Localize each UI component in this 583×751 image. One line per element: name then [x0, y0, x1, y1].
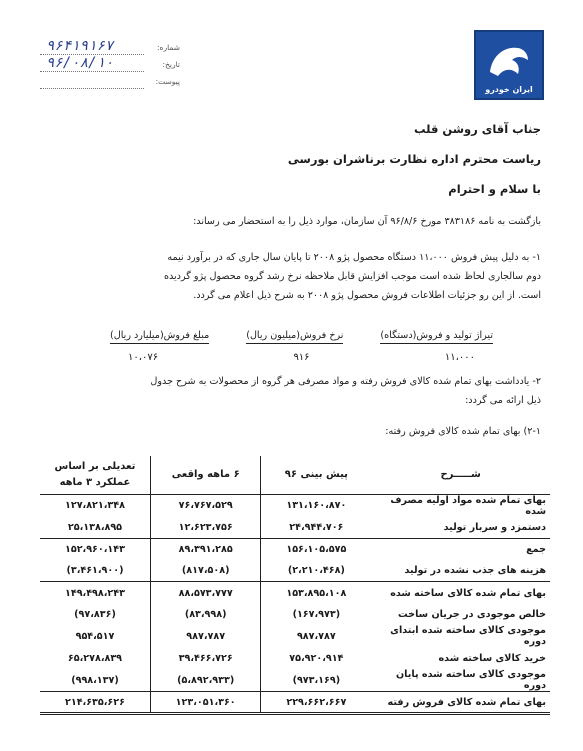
- row-forecast: ۲۲۹،۶۶۲،۶۶۷: [261, 692, 371, 714]
- table-row: [40, 604, 550, 626]
- item-1-line-2: دوم سالجاری لحاظ شده است موجب افزایش قابل ملاحظه نرخ رشد گروه محصول پژو گردیده: [163, 271, 541, 282]
- row-forecast: (۹۷۳،۱۶۹): [261, 669, 371, 692]
- row-forecast: ۹۸۷،۷۸۷: [261, 625, 371, 647]
- row-adjusted: ۱۴۹،۴۹۸،۲۴۳: [64, 587, 125, 599]
- row-description: خالص موجودی در جریان ساخت: [398, 609, 546, 621]
- row-description: موجودی کالای ساخته شده ابتدای دوره: [390, 625, 546, 648]
- row-forecast: (۲،۲۱۰،۴۶۸): [261, 560, 371, 582]
- row-description: خرید کالای ساخته شده: [438, 652, 546, 664]
- row-adjusted: ۲۱۴،۶۳۵،۶۲۶: [40, 692, 150, 714]
- row-adjusted: ۶۵،۲۷۸،۸۳۹: [67, 652, 123, 664]
- attachment-row: [40, 74, 180, 91]
- item-1-line-1: ۱- به دلیل پیش فروش ۱۱،۰۰۰ دستگاه محصول پژو ۲۰۰۸ تا پایان سال جاری که در برآورد نیمه: [167, 252, 541, 263]
- table-row: [40, 494, 550, 517]
- row-adjusted: (۹۷،۸۳۶): [74, 609, 116, 621]
- row-forecast: ۲۴،۹۴۴،۷۰۶: [261, 517, 371, 539]
- item-2-line-2: ذیل ارائه می گردد:: [465, 395, 541, 406]
- row-adjusted: ۹۵۴،۵۱۷: [75, 630, 115, 642]
- table-total-row: [40, 692, 550, 714]
- row-actual: (۸۳،۹۹۸): [150, 604, 260, 626]
- table-row: [40, 582, 550, 604]
- attachment-line: [40, 88, 144, 89]
- table-row: [40, 560, 550, 582]
- table-row: [40, 517, 550, 539]
- header-forecast: پیش بینی ۹۶: [261, 456, 371, 494]
- item-2-line-1: ۲- یادداشت بهای تمام شده کالای فروش رفته و مواد مصرفی هر گروه از محصولات به شرح جدول: [150, 376, 541, 387]
- header-description: شـــــرح: [371, 456, 550, 494]
- date-row: [40, 57, 180, 74]
- ref-number-label: شماره:: [157, 43, 180, 52]
- summary-value-quantity: ۱۱،۰۰۰: [444, 352, 475, 363]
- row-description: دستمزد و سربار تولید: [371, 517, 550, 539]
- summary-value-rate: ۹۱۶: [293, 352, 310, 363]
- header-actual: ۶ ماهه واقعی: [150, 456, 260, 494]
- row-description: موجودی کالای ساخته شده پایان دوره: [395, 669, 546, 692]
- date-value: ۹۶/۰۸/۱۰: [46, 55, 114, 71]
- cost-of-goods-table: [40, 456, 550, 715]
- row-adjusted: ۲۵،۱۳۸،۸۹۵: [40, 517, 150, 539]
- row-actual: ۸۸،۵۷۳،۷۷۷: [150, 582, 260, 604]
- summary-value-amount: ۱۰،۰۷۶: [128, 352, 159, 363]
- row-actual: (۸۱۷،۵۰۸): [150, 560, 260, 582]
- row-actual: ۳۹،۴۶۶،۷۲۶: [150, 647, 260, 669]
- summary-header-amount: مبلغ فروش(میلیارد ریال): [110, 330, 209, 344]
- attachment-label: پیوست:: [155, 77, 180, 86]
- row-description: جمع: [526, 543, 546, 555]
- row-description: بهای تمام شده کالای ساخته شده: [390, 587, 546, 599]
- item-2: [41, 372, 541, 410]
- company-logo: [474, 30, 544, 100]
- greeting: با سلام و احترام: [448, 182, 541, 196]
- row-actual: (۵،۸۹۲،۹۳۳): [150, 669, 260, 692]
- row-forecast: (۱۶۷،۹۷۳): [261, 604, 371, 626]
- item-1: [41, 248, 541, 305]
- row-adjusted: ۱۲۷،۸۲۱،۳۴۸: [64, 500, 125, 511]
- row-actual: ۱۲،۶۲۳،۷۵۶: [150, 517, 260, 539]
- logo-text: ایران خودرو: [485, 85, 533, 94]
- table-row: [40, 647, 550, 669]
- row-description: بهای تمام شده مواد اولیه مصرف شده: [390, 494, 546, 517]
- summary-header-rate: نرخ فروش(میلیون ریال): [246, 330, 343, 344]
- row-forecast: ۱۳۱،۱۶۰،۸۷۰: [261, 494, 371, 517]
- reference-block: [40, 40, 180, 91]
- table-row: [40, 669, 550, 692]
- table-row: [40, 625, 550, 647]
- header-adjusted: تعدیلی بر اساس عملکرد ۳ ماهه: [40, 456, 150, 494]
- ref-number-value: ۹۶۴۱۹۱۶۷: [46, 38, 114, 54]
- table-row: [40, 538, 550, 560]
- recipient-title: ریاست محترم اداره نظارت برناشران بورسی: [287, 152, 541, 166]
- row-adjusted: (۹۹۸،۱۳۷): [71, 674, 119, 686]
- row-actual: ۷۶،۷۶۷،۵۲۹: [150, 494, 260, 517]
- recipient-name: جناب آقای روشن قلب: [413, 122, 541, 136]
- date-line: [40, 71, 144, 72]
- intro-paragraph: بازگشت به نامه ۳۸۳۱۸۶ مورخ ۹۶/۸/۶ آن سازمان، موارد ذیل را به استحضار می رساند:: [193, 216, 541, 227]
- summary-header-quantity: تیراژ تولید و فروش(دستگاه): [380, 330, 493, 344]
- subitem-heading: ۲-۱) بهای تمام شده کالای فروش رفته:: [385, 426, 541, 437]
- summary-values: [110, 352, 493, 363]
- row-adjusted: (۳،۴۶۱،۹۰۰): [40, 560, 150, 582]
- row-actual: ۹۸۷،۷۸۷: [150, 625, 260, 647]
- item-1-line-3: است. از این رو جزئیات اطلاعات فروش محصول پژو ۲۰۰۸ به شرح ذیل اعلام می گردد.: [193, 290, 541, 301]
- row-description: بهای تمام شده کالای فروش رفته: [371, 692, 550, 714]
- row-description: هزینه های جذب نشده در تولید: [371, 560, 550, 582]
- date-label: تاریخ:: [162, 60, 180, 69]
- table-header-row: [40, 456, 550, 494]
- row-actual: ۸۹،۳۹۱،۲۸۵: [150, 538, 260, 560]
- row-forecast: ۱۵۶،۱۰۵،۵۷۵: [261, 538, 371, 560]
- summary-headers: [110, 330, 493, 344]
- row-forecast: ۷۵،۹۲۰،۹۱۴: [261, 647, 371, 669]
- row-forecast: ۱۵۳،۸۹۵،۱۰۸: [261, 582, 371, 604]
- row-actual: ۱۲۳،۰۵۱،۳۶۰: [150, 692, 260, 714]
- row-adjusted: ۱۵۲،۹۶۰،۱۴۳: [64, 543, 125, 555]
